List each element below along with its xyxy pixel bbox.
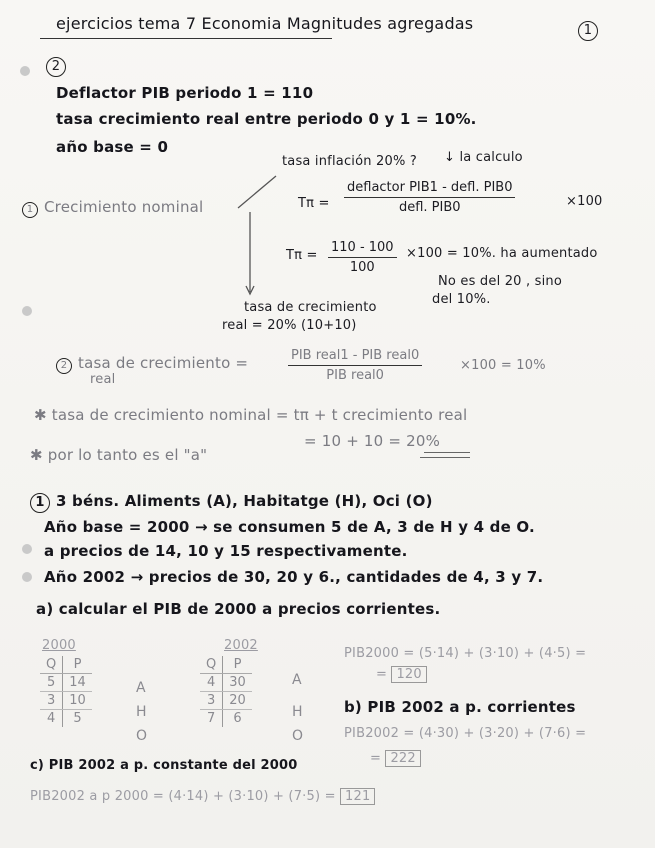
table-row: 4 30 (200, 674, 252, 692)
table-row: 7 6 (200, 710, 252, 728)
calc-lhs: Tπ = (286, 248, 318, 263)
good-label: A (292, 672, 302, 688)
table-row: 4 5 (40, 710, 92, 728)
good-label: H (136, 704, 147, 720)
ex1-line4: Año 2002 → precios de 30, 20 y 6., cantidades de 4, 3 y 7. (44, 568, 544, 586)
pib2000-expr: PIB2000 = (5·14) + (3·10) + (4·5) = (344, 646, 587, 661)
formula-mult: ×100 (566, 194, 603, 209)
ex2-line2: tasa crecimiento real entre periodo 0 y 1 = 10%. (56, 110, 477, 128)
table-row: 3 20 (200, 692, 252, 710)
good-label: O (136, 728, 148, 744)
part-a: a) calcular el PIB de 2000 a precios corrientes. (36, 600, 441, 618)
result-underline (424, 452, 470, 453)
pib2000-result: = 120 (376, 666, 427, 683)
ex1-line3: a precios de 14, 10 y 15 respectivamente. (44, 542, 408, 560)
step2-fraction: PIB real1 - PIB real0 PIB real0 (288, 348, 422, 383)
formula-fraction: deflactor PIB1 - defl. PIB0 defl. PIB0 (344, 180, 515, 215)
page-marker: 1 (578, 20, 604, 41)
table2002-year: 2002 (224, 638, 258, 653)
page-title: ejercicios tema 7 Economia Magnitudes agregadas (56, 14, 474, 33)
calc-result: ×100 = 10%. ha aumentado (406, 246, 598, 261)
note-not: No es del 20 , sino (438, 274, 563, 289)
pib2002-result: = 222 (370, 750, 421, 767)
pibc-expr: PIB2002 a p 2000 = (4·14) + (3·10) + (7·5) = 121 (30, 788, 375, 805)
table-header: P (223, 656, 252, 674)
table2000-year: 2000 (42, 638, 76, 653)
pib2002-expr: PIB2002 = (4·30) + (3·20) + (7·6) = (344, 726, 587, 741)
table-header: P (63, 656, 92, 674)
good-label: H (292, 704, 303, 720)
note-del: del 10%. (432, 292, 491, 307)
good-label: O (292, 728, 304, 744)
star1-result: = 10 + 10 = 20% (304, 432, 441, 450)
star2: ✱ por lo tanto es el "a" (30, 446, 208, 464)
ex2-line3: año base = 0 (56, 138, 169, 156)
result-underline (420, 457, 470, 458)
ex1-line2: Año base = 2000 → se consumen 5 de A, 3 de H y 4 de O. (44, 518, 535, 536)
calc-note: ↓ la calculo (444, 150, 523, 165)
branch-label: tasa de crecimiento (244, 300, 377, 315)
ex2-line1: Deflactor PIB periodo 1 = 110 (56, 84, 314, 102)
table-header: Q (200, 656, 223, 674)
part-b: b) PIB 2002 a p. corrientes (344, 698, 576, 716)
table-header: Q (40, 656, 63, 674)
branch-value: real = 20% (10+10) (222, 318, 357, 333)
step2-label: 2 tasa de crecimiento = (56, 354, 248, 374)
star1: ✱ tasa de crecimiento nominal = tπ + t crecimiento real (34, 406, 468, 424)
step2-sub: real (90, 372, 116, 387)
table-row: 3 10 (40, 692, 92, 710)
table-row: 5 14 (40, 674, 92, 692)
calc-fraction: $\frac{110 - 100}{100}$ (328, 240, 397, 275)
ex1-line1: 1 3 béns. Aliments (A), Habitatge (H), Oci (O) (30, 492, 433, 513)
table2002 (200, 656, 252, 727)
inflation-note: tasa inflación 20% ? (282, 154, 417, 169)
ex2-marker: 2 (46, 56, 72, 77)
formula-lhs: Tπ = (298, 196, 330, 211)
step1-label: 1 Crecimiento nominal (22, 198, 203, 218)
good-label: A (136, 680, 146, 696)
part-c: c) PIB 2002 a p. constante del 2000 (30, 758, 298, 773)
step2-result: ×100 = 10% (460, 358, 546, 373)
table2000 (40, 656, 92, 727)
